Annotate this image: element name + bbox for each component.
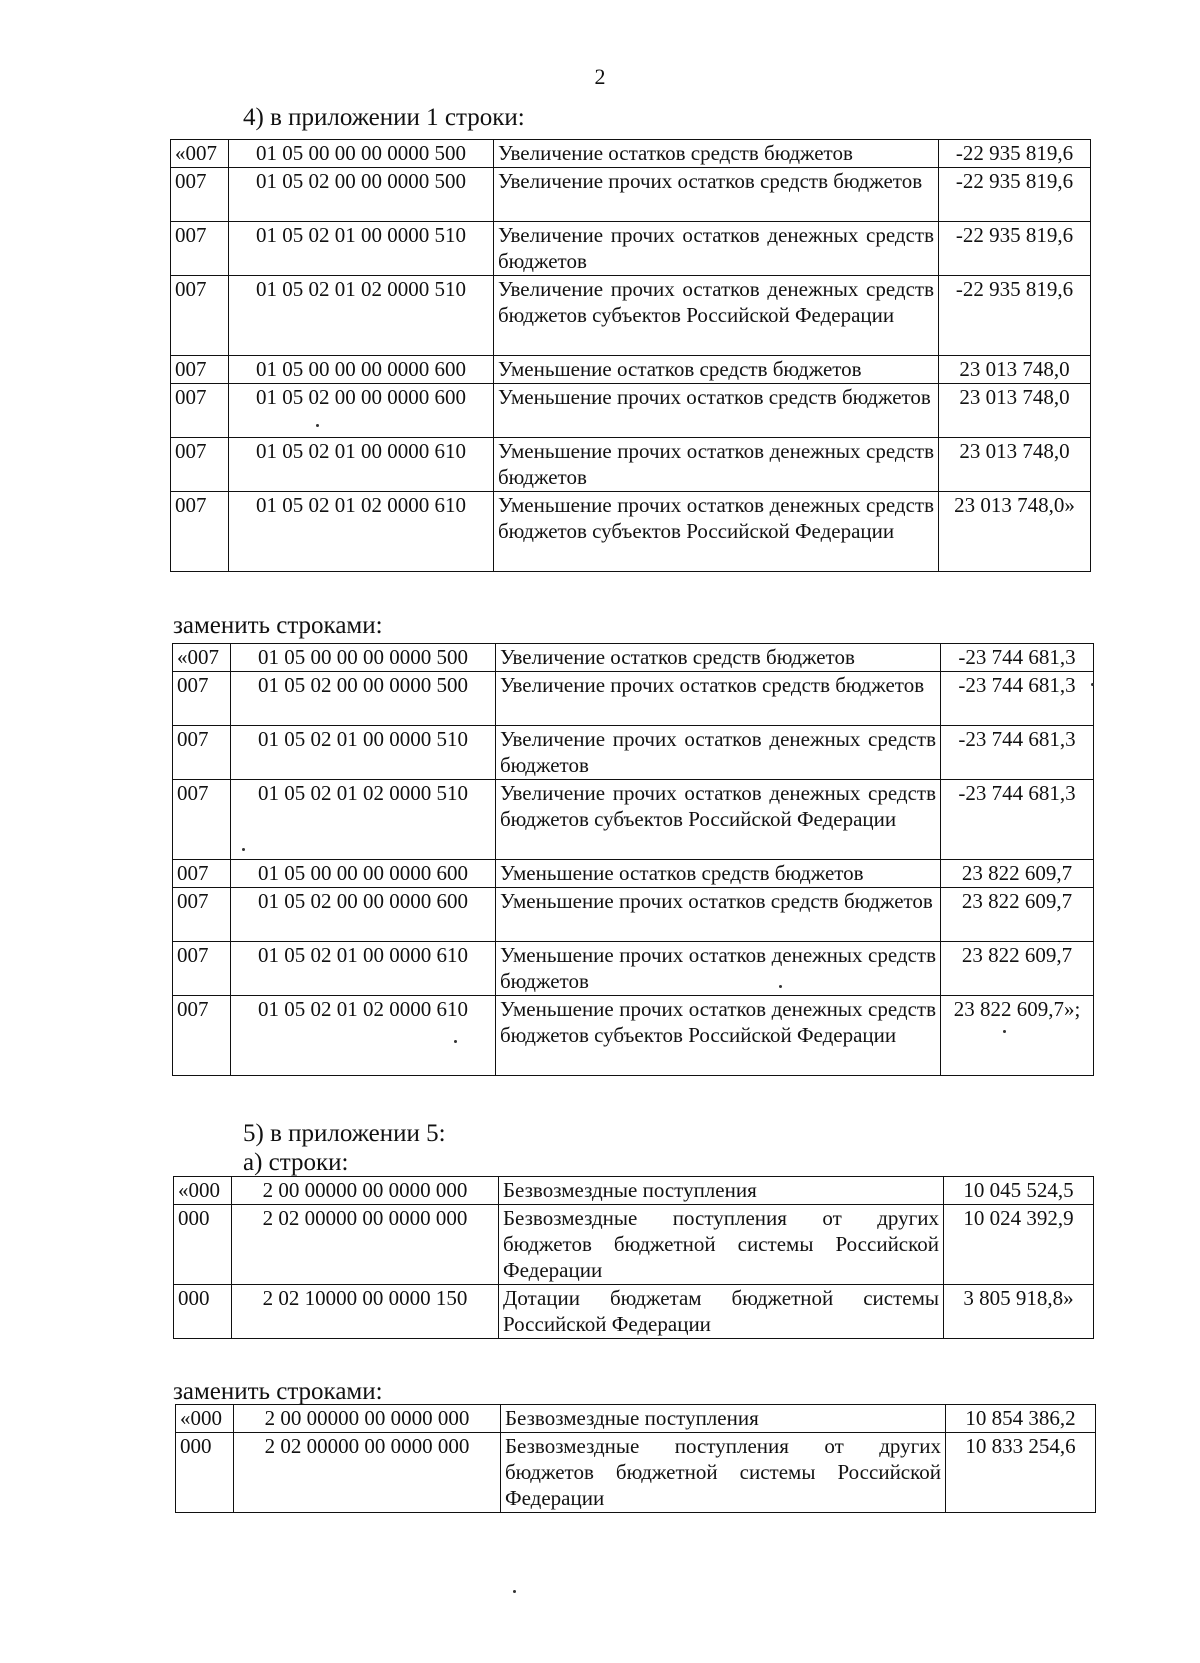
classification-code-cell: 01 05 02 01 02 0000 510 (229, 276, 494, 356)
scan-speck (454, 1040, 457, 1043)
section-4-heading: 4) в приложении 1 строки: (243, 104, 525, 131)
scan-speck (513, 1590, 516, 1593)
amount-cell: 10 024 392,9 (944, 1205, 1094, 1285)
classification-code-cell: 01 05 02 00 00 0000 500 (229, 168, 494, 222)
classification-code-cell: 2 02 10000 00 0000 150 (232, 1285, 499, 1339)
table-row (176, 1433, 1096, 1513)
amount-cell: 23 013 748,0» (939, 492, 1091, 572)
amount-cell: 23 013 748,0 (939, 356, 1091, 384)
admin-code-cell: 007 (171, 438, 229, 492)
classification-code-cell: 01 05 02 00 00 0000 500 (231, 672, 496, 726)
item-name-cell: Уменьшение прочих остатков денежных средств бюджетов (496, 942, 941, 996)
amount-cell: -23 744 681,3 (941, 644, 1094, 672)
classification-code-cell: 01 05 02 01 00 0000 610 (229, 438, 494, 492)
admin-code-cell: 007 (173, 780, 231, 860)
appendix-1-old-rows-table (170, 139, 1091, 572)
item-name-cell: Уменьшение прочих остатков денежных средств бюджетов субъектов Российской Федерации (494, 492, 939, 572)
scan-speck (1003, 1030, 1006, 1033)
admin-code-cell: «000 (174, 1177, 232, 1205)
item-name-cell: Уменьшение остатков средств бюджетов (496, 860, 941, 888)
amount-cell: 23 822 609,7»; (941, 996, 1094, 1076)
amount-cell: -23 744 681,3 (941, 780, 1094, 860)
amount-cell: -22 935 819,6 (939, 276, 1091, 356)
appendix-1-new-rows-table (172, 643, 1094, 1076)
scan-speck (242, 848, 245, 851)
table-row (171, 492, 1091, 572)
amount-cell: 10 045 524,5 (944, 1177, 1094, 1205)
admin-code-cell: 000 (176, 1433, 234, 1513)
classification-code-cell: 01 05 00 00 00 0000 500 (229, 140, 494, 168)
section-4-replace-label: заменить строками: (173, 612, 383, 639)
item-name-cell: Уменьшение прочих остатков средств бюджетов (494, 384, 939, 438)
appendix-5-old-rows-table (173, 1176, 1094, 1339)
admin-code-cell: 000 (174, 1205, 232, 1285)
section-5-replace-label: заменить строками: (173, 1378, 383, 1405)
amount-cell: 10 854 386,2 (946, 1405, 1096, 1433)
table-row (176, 1405, 1096, 1433)
classification-code-cell: 2 00 00000 00 0000 000 (234, 1405, 501, 1433)
table-row (171, 168, 1091, 222)
admin-code-cell: 000 (174, 1285, 232, 1339)
admin-code-cell: 007 (171, 168, 229, 222)
item-name-cell: Уменьшение прочих остатков денежных средств бюджетов (494, 438, 939, 492)
item-name-cell: Безвозмездные поступления от других бюджетов бюджетной системы Российской Федерации (501, 1433, 946, 1513)
table-row (174, 1285, 1094, 1339)
amount-cell: 23 013 748,0 (939, 438, 1091, 492)
item-name-cell: Безвозмездные поступления (499, 1177, 944, 1205)
scan-speck (1091, 683, 1094, 686)
amount-cell: 3 805 918,8» (944, 1285, 1094, 1339)
admin-code-cell: «007 (173, 644, 231, 672)
classification-code-cell: 2 00 00000 00 0000 000 (232, 1177, 499, 1205)
amount-cell: -22 935 819,6 (939, 222, 1091, 276)
table-row (171, 276, 1091, 356)
table-row (173, 942, 1094, 996)
classification-code-cell: 01 05 00 00 00 0000 500 (231, 644, 496, 672)
admin-code-cell: 007 (173, 860, 231, 888)
amount-cell: 23 013 748,0 (939, 384, 1091, 438)
admin-code-cell: 007 (171, 492, 229, 572)
admin-code-cell: 007 (173, 726, 231, 780)
admin-code-cell: 007 (171, 222, 229, 276)
classification-code-cell: 01 05 02 00 00 0000 600 (229, 384, 494, 438)
classification-code-cell: 01 05 02 01 00 0000 510 (229, 222, 494, 276)
amount-cell: 10 833 254,6 (946, 1433, 1096, 1513)
table-row (173, 996, 1094, 1076)
admin-code-cell: 007 (171, 276, 229, 356)
item-name-cell: Увеличение прочих остатков денежных средств бюджетов субъектов Российской Федерации (494, 276, 939, 356)
classification-code-cell: 01 05 00 00 00 0000 600 (231, 860, 496, 888)
table-row (173, 860, 1094, 888)
section-5-heading: 5) в приложении 5: (243, 1120, 446, 1147)
classification-code-cell: 01 05 02 00 00 0000 600 (231, 888, 496, 942)
amount-cell: -22 935 819,6 (939, 168, 1091, 222)
item-name-cell: Уменьшение остатков средств бюджетов (494, 356, 939, 384)
amount-cell: 23 822 609,7 (941, 888, 1094, 942)
table-row (173, 726, 1094, 780)
classification-code-cell: 2 02 00000 00 0000 000 (234, 1433, 501, 1513)
scan-speck (316, 424, 319, 427)
amount-cell: -23 744 681,3 (941, 672, 1094, 726)
amount-cell: -23 744 681,3 (941, 726, 1094, 780)
table-row (171, 438, 1091, 492)
item-name-cell: Увеличение остатков средств бюджетов (496, 644, 941, 672)
item-name-cell: Уменьшение прочих остатков средств бюджетов (496, 888, 941, 942)
classification-code-cell: 01 05 02 01 00 0000 610 (231, 942, 496, 996)
admin-code-cell: «000 (176, 1405, 234, 1433)
admin-code-cell: 007 (173, 996, 231, 1076)
item-name-cell: Безвозмездные поступления от других бюджетов бюджетной системы Российской Федерации (499, 1205, 944, 1285)
item-name-cell: Увеличение прочих остатков средств бюджетов (494, 168, 939, 222)
table-row (173, 888, 1094, 942)
admin-code-cell: «007 (171, 140, 229, 168)
table-row (174, 1205, 1094, 1285)
item-name-cell: Увеличение прочих остатков денежных средств бюджетов (494, 222, 939, 276)
table-row (171, 356, 1091, 384)
section-5-sub-heading: а) строки: (243, 1149, 349, 1176)
table-row (173, 780, 1094, 860)
classification-code-cell: 01 05 02 01 02 0000 610 (229, 492, 494, 572)
scan-speck (779, 985, 782, 988)
page-number: 2 (594, 64, 606, 89)
table-row (171, 222, 1091, 276)
admin-code-cell: 007 (171, 356, 229, 384)
amount-cell: -22 935 819,6 (939, 140, 1091, 168)
classification-code-cell: 01 05 00 00 00 0000 600 (229, 356, 494, 384)
item-name-cell: Безвозмездные поступления (501, 1405, 946, 1433)
admin-code-cell: 007 (173, 672, 231, 726)
table-row (173, 672, 1094, 726)
classification-code-cell: 01 05 02 01 02 0000 610 (231, 996, 496, 1076)
item-name-cell: Увеличение прочих остатков денежных средств бюджетов (496, 726, 941, 780)
amount-cell: 23 822 609,7 (941, 942, 1094, 996)
admin-code-cell: 007 (171, 384, 229, 438)
table-row (171, 140, 1091, 168)
item-name-cell: Увеличение прочих остатков средств бюджетов (496, 672, 941, 726)
table-row (171, 384, 1091, 438)
amount-cell: 23 822 609,7 (941, 860, 1094, 888)
item-name-cell: Уменьшение прочих остатков денежных средств бюджетов субъектов Российской Федерации (496, 996, 941, 1076)
item-name-cell: Дотации бюджетам бюджетной системы Российской Федерации (499, 1285, 944, 1339)
admin-code-cell: 007 (173, 888, 231, 942)
admin-code-cell: 007 (173, 942, 231, 996)
item-name-cell: Увеличение остатков средств бюджетов (494, 140, 939, 168)
table-row (174, 1177, 1094, 1205)
table-row (173, 644, 1094, 672)
appendix-5-new-rows-table (175, 1404, 1096, 1513)
classification-code-cell: 2 02 00000 00 0000 000 (232, 1205, 499, 1285)
classification-code-cell: 01 05 02 01 00 0000 510 (231, 726, 496, 780)
classification-code-cell: 01 05 02 01 02 0000 510 (231, 780, 496, 860)
item-name-cell: Увеличение прочих остатков денежных средств бюджетов субъектов Российской Федерации (496, 780, 941, 860)
